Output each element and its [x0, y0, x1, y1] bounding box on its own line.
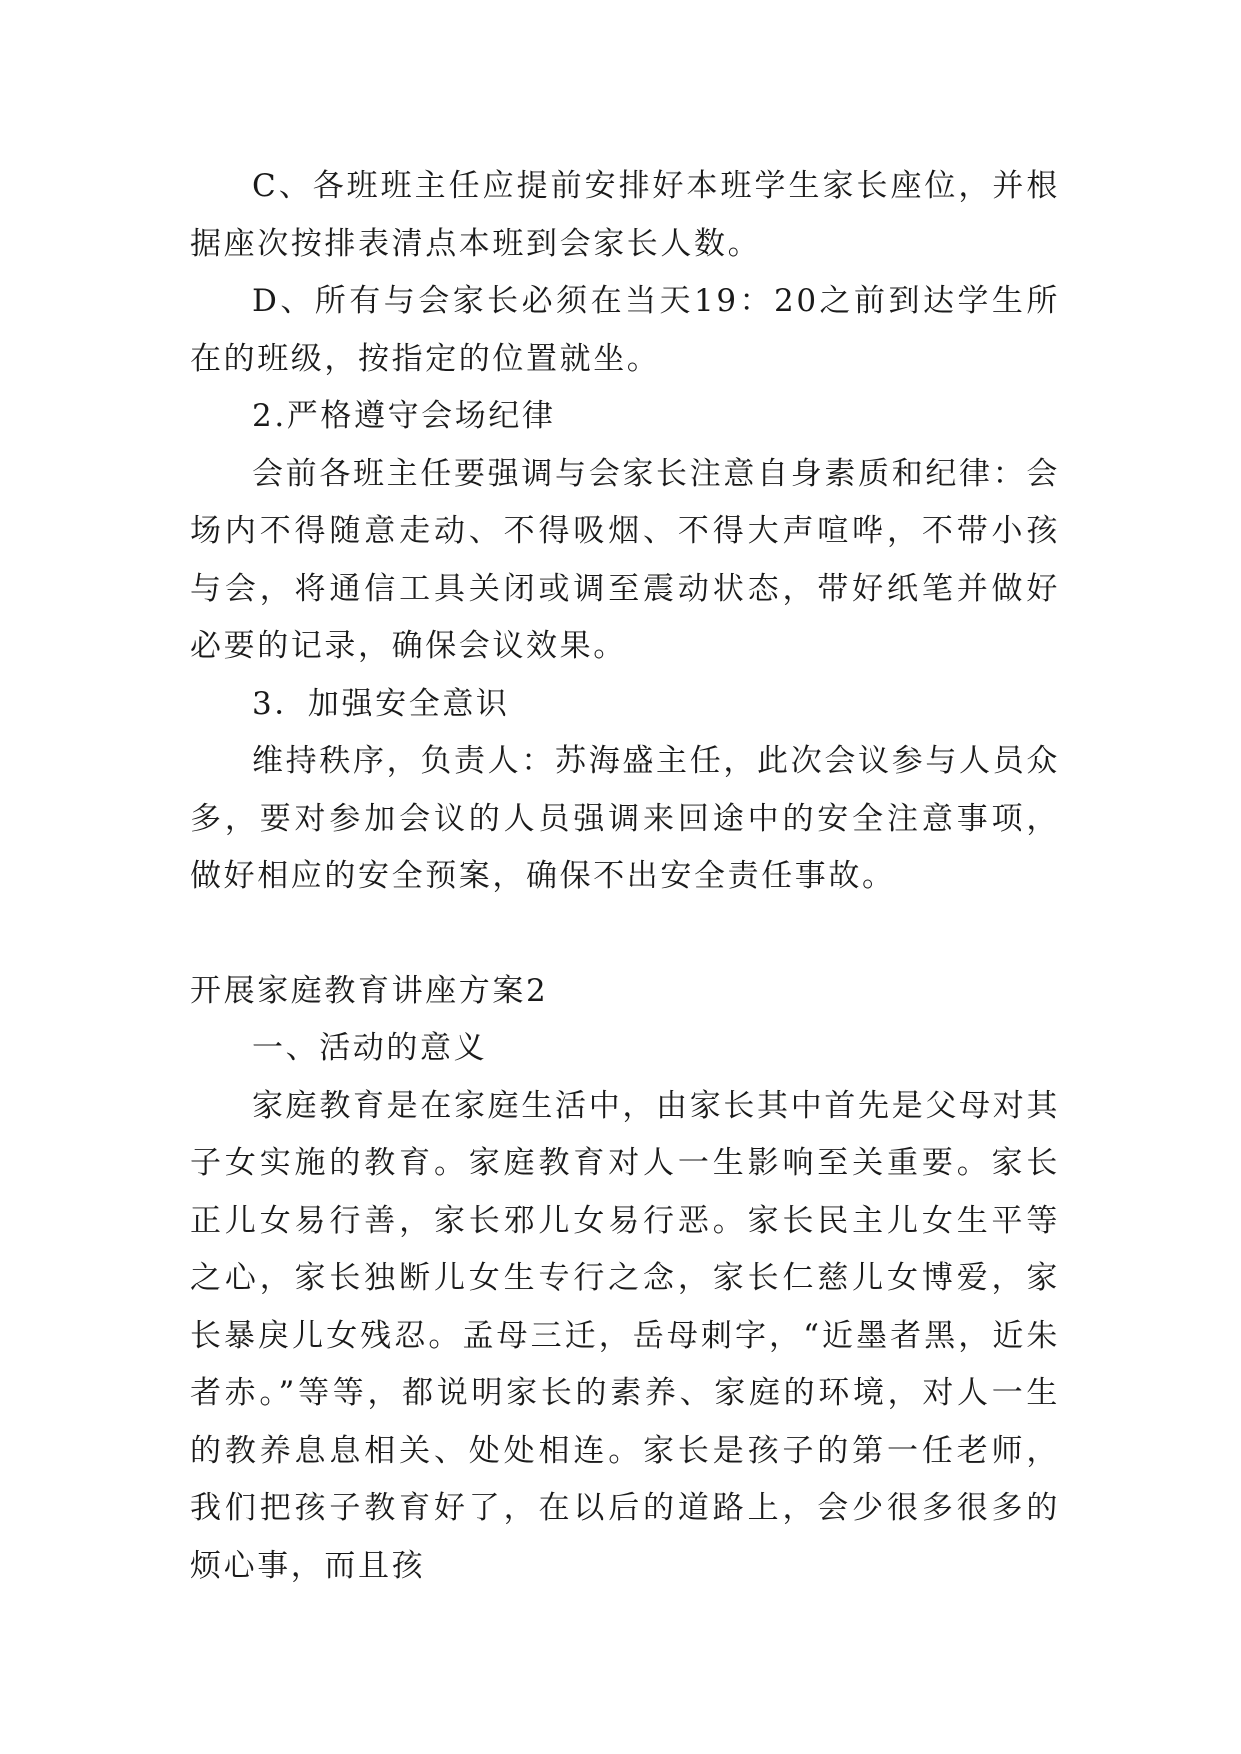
section-spacer — [190, 906, 1060, 963]
subheading-significance: 一、活动的意义 — [252, 1030, 488, 1066]
paragraph-significance: 家庭教育是在家庭生活中，由家长其中首先是父母对其子女实施的教育。家庭教育对人一生影响至关重要。家长正儿女易行善，家长邪儿女易行恶。家长民主儿女生平等之心，家长独断儿女生专行之念，家长仁慈儿女博爱，家长暴戾儿女残忍。孟母三迁，岳母刺字，“近墨者黑，近朱者赤。”等等，都说明家长的素养、家庭的环境，对人一生的教养息息相关、处处相连。家长是孩子的第一任老师，我们把孩子教育好了，在以后的道路上，会少很多很多的烦心事，而且孩 — [190, 1087, 1060, 1584]
subheading-discipline: 2.严格遵守会场纪律 — [252, 398, 556, 434]
paragraph-item-d: D、所有与会家长必须在当天19：20之前到达学生所在的班级，按指定的位置就坐。 — [190, 283, 1060, 377]
paragraph-discipline: 会前各班主任要强调与会家长注意自身素质和纪律：会场内不得随意走动、不得吸烟、不得大声喧哗，不带小孩与会，将通信工具关闭或调至震动状态，带好纸笔并做好必要的记录，确保会议效果。 — [190, 455, 1060, 664]
subheading-safety: 3．加强安全意识 — [252, 685, 510, 722]
paragraph-safety: 维持秩序，负责人：苏海盛主任，此次会议参与人员众多，要对参加会议的人员强调来回途中的安全注意事项，做好相应的安全预案，确保不出安全责任事故。 — [190, 743, 1060, 894]
document-page — [190, 158, 1060, 1595]
section-title: 开展家庭教育讲座方案2 — [190, 972, 549, 1009]
paragraph-item-c: C、各班班主任应提前安排好本班学生家长座位，并根据座次按排表清点本班到会家长人数。 — [190, 168, 1060, 262]
